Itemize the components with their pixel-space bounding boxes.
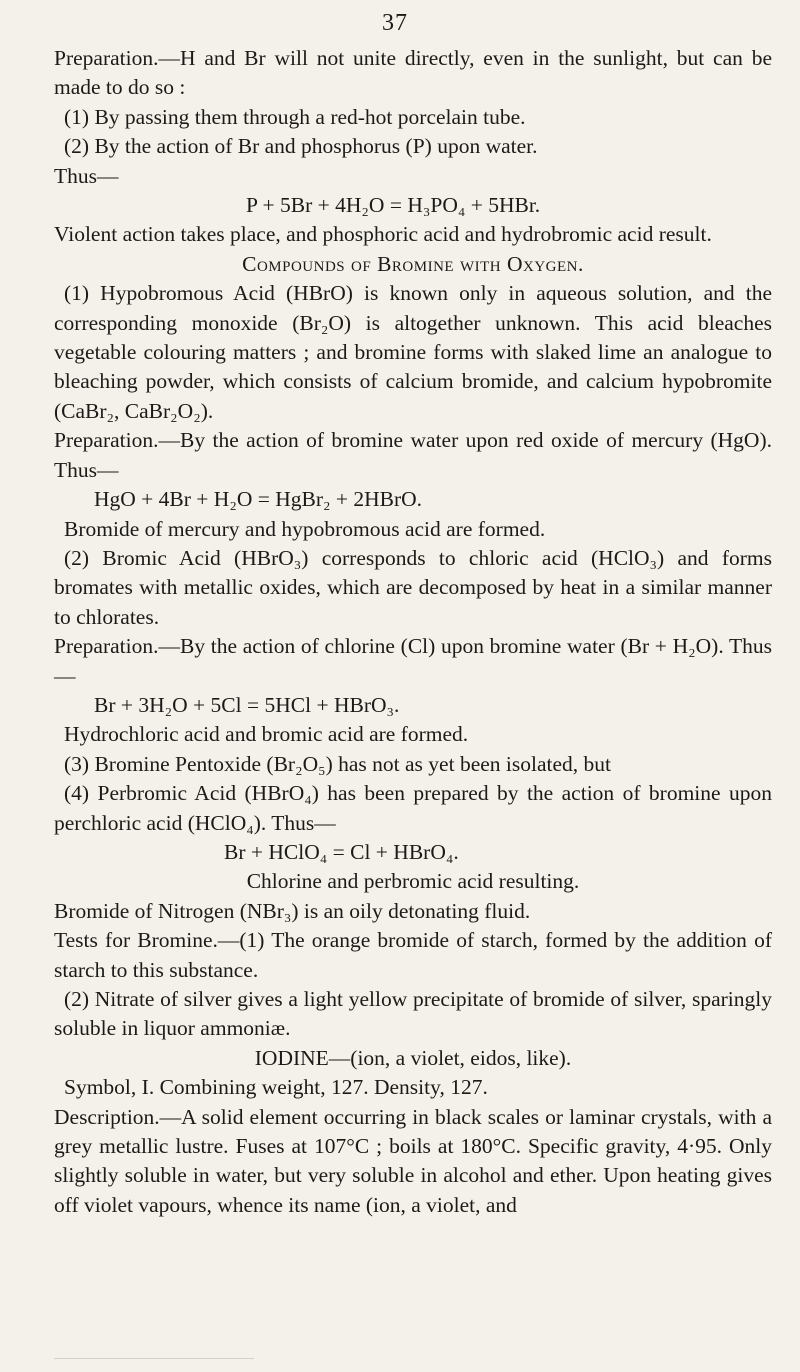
paragraph-preparation-chlorine: Preparation.—By the action of chlorine (Cl) upon bromine water (Br + H₂O). Thus— [54, 634, 772, 688]
equation-perbromic: Br + HClO₄ = Cl + HBrO₄. [224, 839, 459, 864]
paragraph-tests-bromine: Tests for Bromine.—(1) The orange bromide of starch, formed by the addition of starch to this substance. [54, 928, 772, 982]
paragraph-hypobromous-acid: (1) Hypobromous Acid (HBrO) is known only in aqueous solution, and the corresponding monoxide (Br₂O) is altogether unknown. This acid bleaches vegetable colouring matters ; and bromine forms with slaked lime an analogue to bleaching powder, which consists of calcium bromide, and calcium hypobromite (CaBr₂, CaBr₂O₂). [54, 281, 772, 423]
paragraph-method-1: (1) By passing them through a red-hot porcelain tube. [64, 104, 526, 129]
paragraph-method-2: (2) By the action of Br and phosphorus (P) upon water. [64, 134, 538, 159]
paragraph-hydrochloric: Hydrochloric acid and bromic acid are formed. [64, 722, 469, 747]
paragraph-bromide-of-mercury: Bromide of mercury and hypobromous acid are formed. [64, 516, 546, 541]
equation-phosphorus: P + 5Br + 4H₂O = H₃PO₄ + 5HBr. [246, 193, 541, 218]
paragraph-violent-action: Violent action takes place, and phosphoric acid and hydrobromic acid result. [54, 222, 712, 247]
paragraph-chlorine-perbromic: Chlorine and perbromic acid resulting. [246, 869, 580, 894]
section-heading-iodine: IODINE—(ion, a violet, eidos, like). [254, 1045, 572, 1070]
page-number: 37 [382, 10, 408, 36]
section-heading-compounds: Compounds of Bromine with Oxygen. [242, 251, 584, 276]
paragraph-bromic-acid: (2) Bromic Acid (HBrO₃) corresponds to chloric acid (HClO₃) and forms bromates with metallic oxides, which are decomposed by heat in a similar manner to chlorates. [54, 545, 772, 629]
page-body [54, 44, 772, 1220]
paragraph-preparation: Preparation.—H and Br will not unite directly, even in the sunlight, but can be made to do so : [54, 46, 772, 100]
paragraph-description: Description.—A solid element occurring in black scales or laminar crystals, with a grey metallic lustre. Fuses at 107°C ; boils at 180°C. Specific gravity, 4·95. Only slightly soluble in water, but very soluble in alcohol and ether. Upon heating gives off violet vapours, whence its name (ion, a violet, and [54, 1104, 772, 1217]
paragraph-nitrate-silver: (2) Nitrate of silver gives a light yellow precipitate of bromide of silver, sparingly soluble in liquor ammoniæ. [54, 987, 772, 1041]
paragraph-pentoxide: (3) Bromine Pentoxide (Br₂O₅) has not as yet been isolated, but [64, 751, 612, 776]
equation-mercury: HgO + 4Br + H₂O = HgBr₂ + 2HBrO. [94, 487, 423, 512]
paragraph-symbol: Symbol, I. Combining weight, 127. Density, 127. [64, 1075, 488, 1100]
paragraph-thus: Thus— [54, 163, 119, 188]
paragraph-preparation-mercury: Preparation.—By the action of bromine water upon red oxide of mercury (HgO). Thus— [54, 428, 772, 482]
equation-chlorine: Br + 3H₂O + 5Cl = 5HCl + HBrO₃. [94, 692, 400, 717]
paragraph-perbromic-acid: (4) Perbromic Acid (HBrO₄) has been prepared by the action of bromine upon perchloric acid (HClO₄). Thus— [54, 781, 772, 835]
page-bottom-rule [54, 1358, 254, 1359]
paragraph-bromide-nitrogen: Bromide of Nitrogen (NBr₃) is an oily detonating fluid. [54, 898, 531, 923]
